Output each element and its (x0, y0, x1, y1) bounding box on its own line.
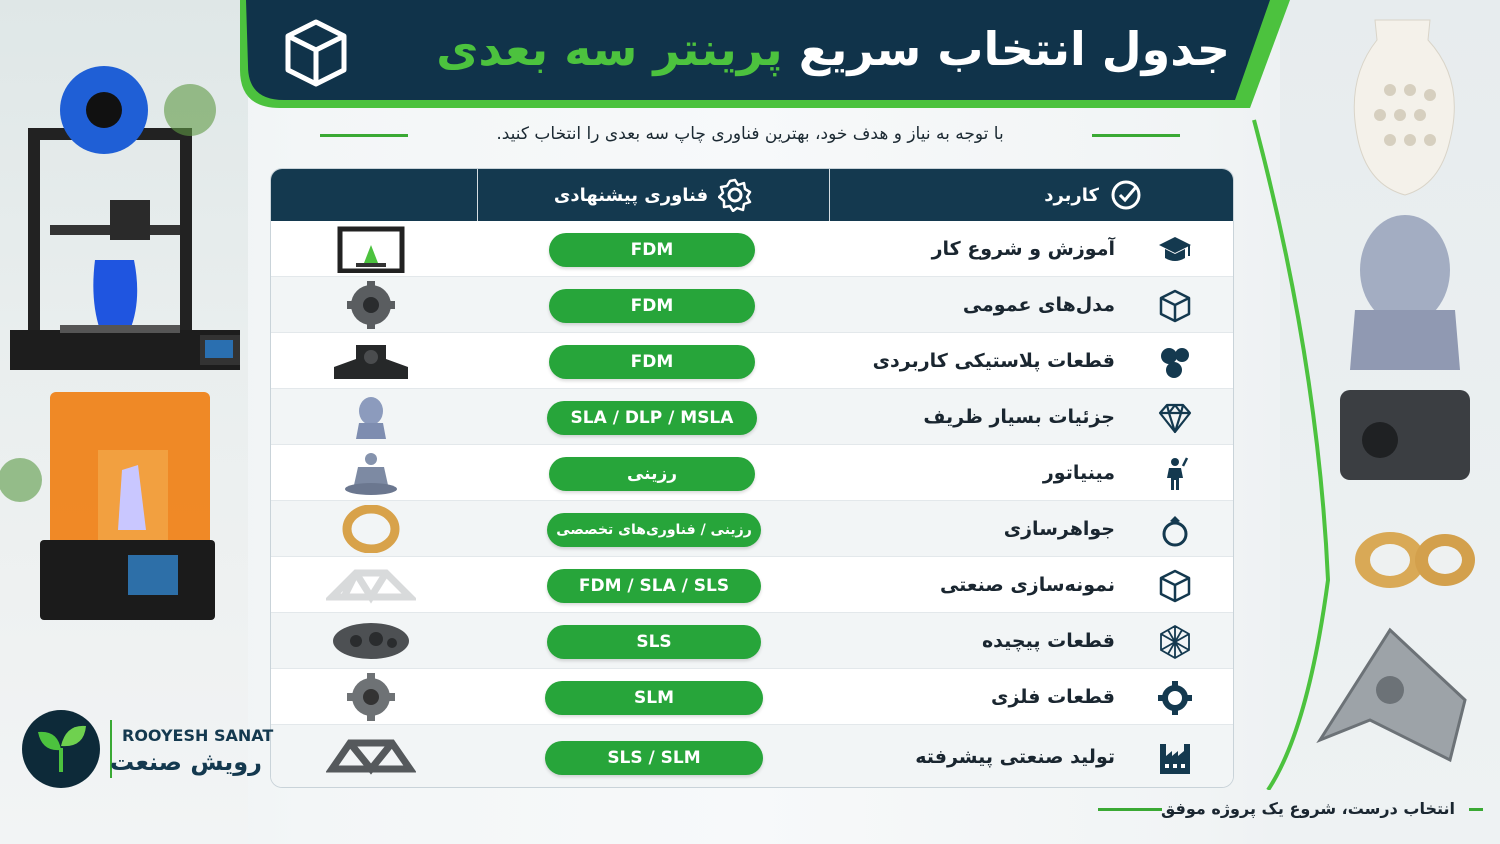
table-row (271, 389, 1234, 445)
tech-pill: FDM (549, 289, 755, 323)
subtitle: با توجه به نیاز و هدف خود، بهترین فناوری چاپ سه بعدی را انتخاب کنید. (496, 124, 1004, 144)
logo-fa: رویش صنعت (110, 748, 262, 776)
tech-pill: SLA / DLP / MSLA (547, 401, 757, 435)
footer-text: انتخاب درست، شروع یک پروژه موفق (1160, 799, 1455, 818)
use-label: جواهرسازی (1003, 518, 1115, 540)
tech-pill: FDM (549, 345, 755, 379)
page-title (380, 14, 1230, 84)
column-header-tech-label: فناوری پیشنهادی (553, 184, 709, 206)
tech-pill: SLM (545, 681, 763, 715)
use-label: مینیاتور (1042, 462, 1115, 484)
parts-icon (1157, 344, 1193, 380)
subtitle-row (320, 118, 1180, 150)
target-check-icon (1109, 178, 1143, 212)
use-label: قطعات پلاستیکی کاربردی (872, 350, 1115, 372)
ring-thumb (326, 505, 416, 553)
cube-icon (1157, 288, 1193, 324)
use-label: جزئیات بسیار ظریف (923, 406, 1115, 428)
tech-pill: SLS (547, 625, 761, 659)
use-label: نمونه‌سازی صنعتی (939, 574, 1115, 596)
tech-pill: SLS / SLM (545, 741, 763, 775)
use-label: قطعات پیچیده (981, 630, 1115, 652)
subtitle-divider-right (1092, 134, 1180, 137)
metal-gear-thumb (326, 673, 416, 721)
gear-icon (718, 178, 752, 212)
table-row (271, 557, 1234, 613)
fdm-printer-thumb (326, 225, 416, 273)
footer (1090, 792, 1485, 826)
column-header-use-label: کاربرد (1044, 184, 1099, 206)
title-accent: پرینتر سه بعدی (436, 22, 783, 76)
title-main: جدول انتخاب سریع (798, 22, 1230, 76)
table-row (271, 613, 1234, 669)
figure-icon (1157, 456, 1193, 492)
selection-table (270, 168, 1234, 788)
subtitle-divider-left (320, 134, 408, 137)
table-row (271, 221, 1234, 277)
graduation-cap-icon (1157, 232, 1193, 268)
table-row (271, 445, 1234, 501)
cube-icon (1157, 568, 1193, 604)
use-label: آموزش و شروع کار (931, 238, 1115, 260)
diamond-icon (1157, 400, 1193, 436)
brand-logo (22, 710, 272, 796)
lattice-icon (1157, 624, 1193, 660)
use-label: تولید صنعتی پیشرفته (915, 746, 1115, 768)
table-header (271, 169, 1234, 221)
column-header-use (829, 169, 1234, 221)
miniature-thumb (326, 449, 416, 497)
complex-part-thumb (326, 617, 416, 665)
table-row (271, 333, 1234, 389)
green-accent-line (1248, 110, 1338, 790)
footer-dash (1469, 808, 1483, 811)
use-label: مدل‌های عمومی (962, 294, 1115, 316)
column-header-tech (477, 169, 829, 221)
table-row (271, 669, 1234, 725)
printers-illustration (0, 0, 248, 700)
cog-icon (1157, 680, 1193, 716)
table-row (271, 277, 1234, 333)
metal-truss-thumb (326, 733, 416, 781)
factory-icon (1157, 740, 1193, 776)
use-label: قطعات فلزی (991, 686, 1115, 708)
logo-en: ROOYESH SANAT (122, 726, 274, 745)
tech-pill: FDM (549, 233, 755, 267)
tech-pill: FDM / SLA / SLS (547, 569, 761, 603)
tech-pill: رزینی / فناوری‌های تخصصی (547, 513, 761, 547)
ring-icon (1157, 512, 1193, 548)
bust-thumb (326, 393, 416, 441)
tech-pill: رزینی (549, 457, 755, 491)
sprout-icon (22, 710, 100, 788)
cube-icon (284, 18, 348, 88)
footer-line (1098, 808, 1162, 811)
lattice-thumb (326, 561, 416, 609)
table-row (271, 501, 1234, 557)
table-row (271, 725, 1234, 788)
bracket-thumb (326, 337, 416, 385)
gear-part-thumb (326, 281, 416, 329)
